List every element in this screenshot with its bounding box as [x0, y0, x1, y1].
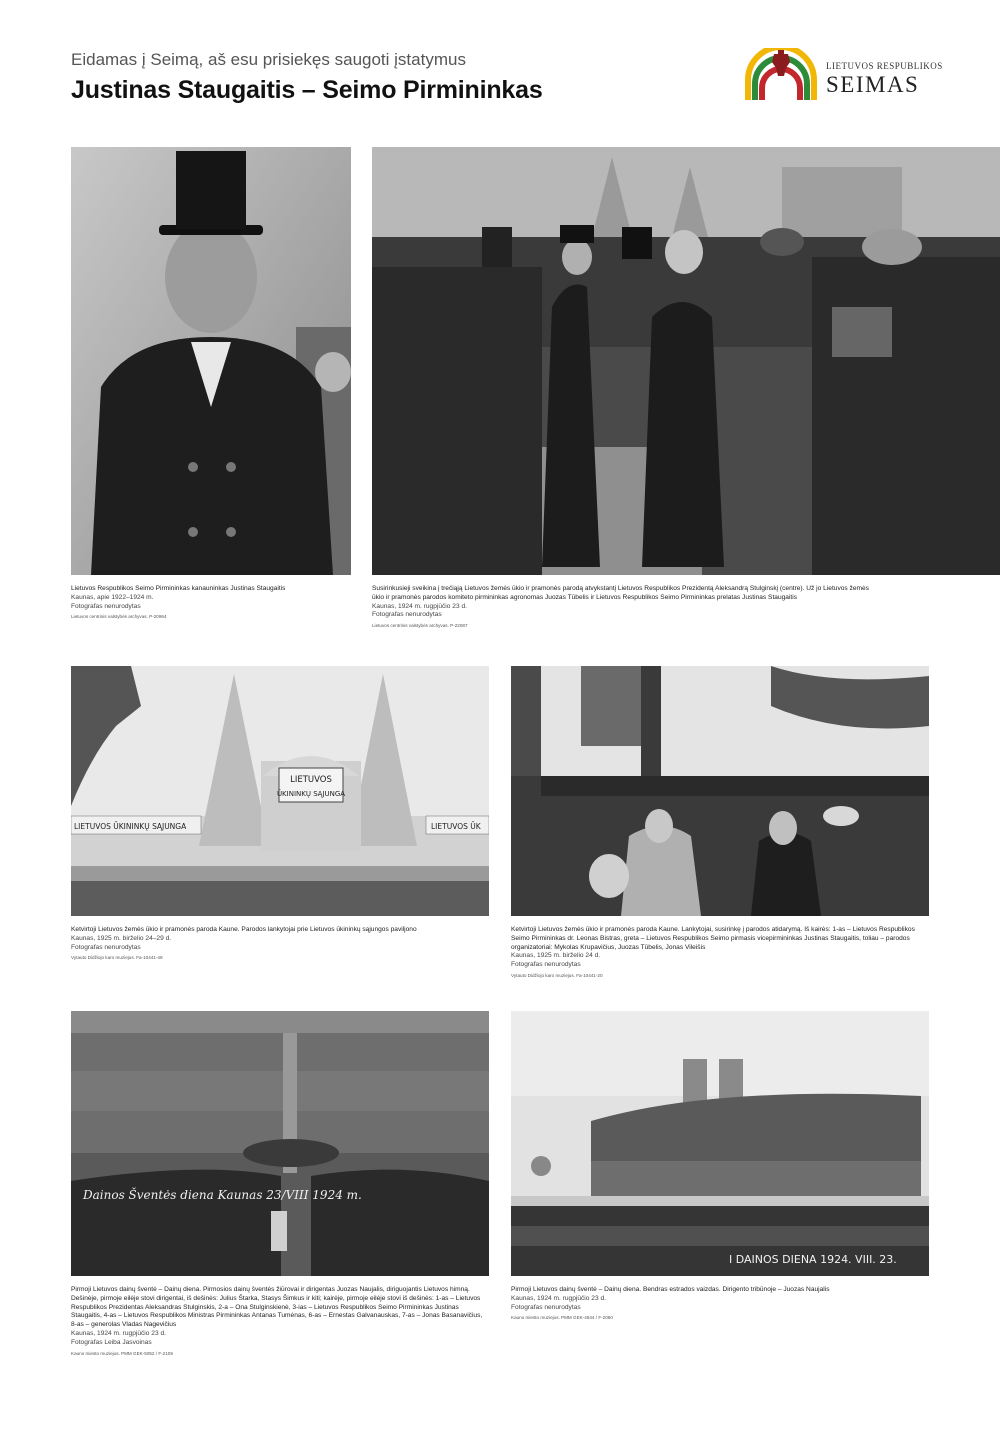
- caption-photographer: Fotografas nenurodytas: [71, 602, 141, 610]
- sign-pavilion-mid: ŪKININKŲ SĄJUNGA: [276, 790, 346, 798]
- caption-photographer: Fotografas nenurodytas: [372, 611, 442, 619]
- caption-text: Pirmoji Lietuvos dainų šventė – Dainų diena. Bendras estrados vaizdas. Dirigento tribūnoje – Juozas Naujalis: [511, 1286, 830, 1293]
- caption-date: Kaunas, 1925 m. birželio 24–29 d.: [71, 934, 172, 942]
- photo-president-arrival: [372, 147, 1000, 575]
- caption-date: Kaunas, apie 1922–1924 m.: [71, 593, 154, 601]
- photo-song-festival-stage: [511, 1011, 929, 1276]
- caption-text: Lietuvos Respublikos Seimo Pirmininkas kanauninkas Justinas Staugaitis: [71, 585, 286, 592]
- photo-inscription: Dainos Šventės diena Kaunas 23/VIII 1924 m.: [83, 1188, 362, 1202]
- logo-text-big: SEIMAS: [826, 72, 920, 97]
- page-subtitle: Eidamas į Seimą, aš esu prisiekęs saugoti įstatymus: [71, 50, 466, 69]
- photo-inscription: I DAINOS DIENA 1924. VIII. 23.: [729, 1253, 897, 1266]
- caption-date: Kaunas, 1924 m. rugpjūčio 23 d.: [511, 1294, 606, 1302]
- caption-source: Kauno miesto muziejus. PMM GEK-4844 / F-2060: [511, 1315, 613, 1321]
- sign-pavilion-top: LIETUVOS: [290, 775, 332, 785]
- photo-staugaitis-portrait: [71, 147, 351, 575]
- caption-photographer: Fotografas nenurodytas: [71, 943, 141, 951]
- photo-exhibition-opening: [511, 666, 929, 916]
- seimas-emblem-icon: [744, 48, 818, 100]
- caption-text: Ketvirtoji Lietuvos žemės ūkio ir pramonės paroda Kaune. Parodos lankytojai prie Lietuvos ūkininkų sąjungos paviljono: [71, 926, 417, 933]
- caption-source: Kauno miesto muziejus. PMM GEK-5052 / F-2109: [71, 1350, 173, 1356]
- caption-photo-4: [511, 926, 929, 979]
- caption-text: Susirinkusieji sveikina į trečiąją Lietuvos žemės ūkio ir pramonės parodą atvykstantį Lietuvos Respublikos Prezidentą Aleksandrą Stulginskį (centre). Už jo Lietuvos žemės ūkio ir pramonės parodos komiteto pirmininkas agronomas Juozas Tūbelis ir Lietuvos Respublikos Seimo Pirmininkas prelatas Justinas Staugaitis: [372, 585, 869, 601]
- caption-photographer: Fotografas nenurodytas: [511, 1303, 581, 1311]
- photo-song-festival-crowd: [71, 1011, 489, 1276]
- caption-photographer: Fotografas nenurodytas: [511, 961, 581, 969]
- caption-photographer: Fotografas Leiba Jasvoinas: [71, 1338, 152, 1346]
- caption-date: Kaunas, 1924 m. rugpjūčio 23 d.: [372, 602, 467, 610]
- page-title: Justinas Staugaitis – Seimo Pirmininkas: [71, 76, 543, 104]
- caption-source: Lietuvos centrinis valstybės archyvas. P-20964: [71, 614, 167, 620]
- caption-photo-6: [511, 1286, 929, 1321]
- caption-photo-2: [372, 585, 872, 629]
- seimas-logo: [744, 48, 944, 108]
- caption-source: Vytauto Didžiojo karo muziejus. Fa-10441-49: [71, 955, 163, 961]
- caption-source: Lietuvos centrinis valstybės archyvas. P-22087: [372, 623, 468, 629]
- sign-pavilion-left: LIETUVOS ŪKININKŲ SĄJUNGA: [74, 822, 187, 831]
- caption-text: Pirmoji Lietuvos dainų šventė – Dainų diena. Pirmosios dainų šventės žiūrovai ir dirigentas Juozas Naujalis, diriguojantis Lietuvos himną. Dešinėje, pirmoje eilėje stovi dirigentai, iš dešinės: Julius Štarka, Stasys Šimkus ir kiti; kairėje, pirmoje eilėje stovi iš dešinės: 1-as – Lietuvos Respublikos Prezidentas Aleksandras Stulginskis, 2-a – Ona Stulginskienė, 3-ias – Lietuvos Respublikos Seimo Pirmininkas Justinas Staugaitis, 4-as – Lietuvos Respublikos Ministras Pirmininkas Antanas Tumėnas, 6-as – Ernestas Galvanauskas, 7-as – Jonas Basanavičius, 8-as – generolas Vladas Nagevičius: [71, 1286, 483, 1329]
- caption-photo-1: [71, 585, 353, 620]
- sign-pavilion-right: LIETUVOS ŪK: [431, 822, 481, 831]
- caption-source: Vytauto Didžiojo karo muziejus. Fa-10441-20: [511, 972, 603, 978]
- caption-photo-5: [71, 1286, 489, 1357]
- photo-pavilion: [71, 666, 489, 916]
- caption-date: Kaunas, 1924 m. rugpjūčio 23 d.: [71, 1329, 166, 1337]
- caption-photo-3: [71, 926, 489, 961]
- logo-text-small: LIETUVOS RESPUBLIKOS: [826, 61, 943, 71]
- caption-date: Kaunas, 1925 m. birželio 24 d.: [511, 952, 601, 960]
- caption-text: Ketvirtoji Lietuvos žemės ūkio ir pramonės paroda Kaune. Lankytojai, susirinkę į parodos atidarymą. Iš kairės: 1-as – Lietuvos Respublikos Seimo Pirmininkas dr. Leonas Bistras, greta – Lietuvos Respublikos Seimo pirmasis vicepirmininkas Justinas Staugaitis, toliau – parodos organizatoriai: Mykolas Krupavičius, Juozas Tūbelis, Jonas Vileišis: [511, 926, 915, 951]
